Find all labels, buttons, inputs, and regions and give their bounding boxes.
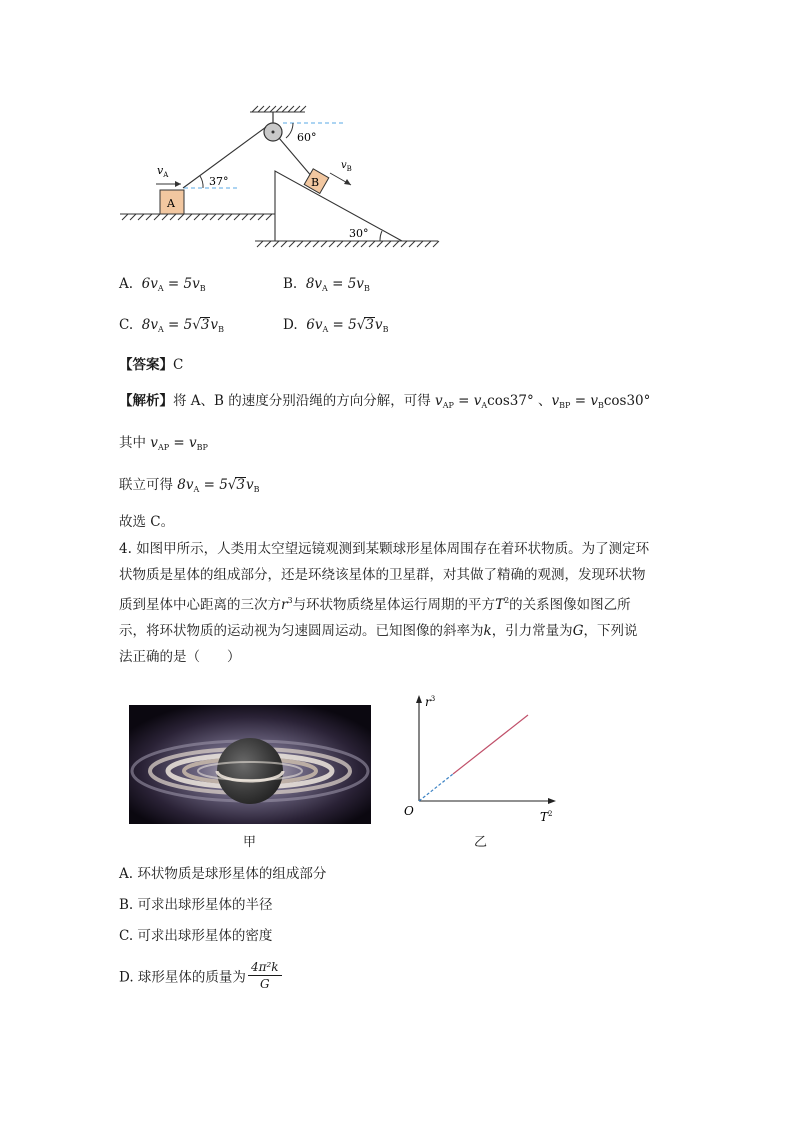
analysis-line-2: 其中 $v_{AP} = v_{BP}$ (119, 435, 208, 452)
question-number: 4. (119, 541, 132, 557)
analysis-line-3: 联立可得 $8v_A = 5√3v_B$ (119, 477, 260, 494)
caption-right: 乙 (474, 835, 488, 850)
vb-label: $v_B$ (341, 160, 352, 173)
analysis-line-1: 【解析】将 A、B 的速度分别沿绳的方向分解，可得 $v_{AP} = v_A\cos 37^\circ$ 、$v_{BP} = v_B\cos 30^\circ$ (119, 393, 651, 410)
inclined-wedge (275, 171, 402, 241)
ringed-planet-image (129, 705, 371, 824)
ground-right (255, 241, 439, 247)
block-a-label: A (167, 197, 175, 210)
analysis-tag: 【解析】 (119, 393, 173, 409)
question-4-stem: 4. 如图甲所示，人类用太空望远镜观测到某颗球形星体周围存在着环状物质。为了测定环 状物质是星体的组成部分，还是环绕该星体的卫星群，对其做了精确的观测，发现环状物 质到星体中心距离的三次方$r^3$与环状物质绕星体运行周期的平方$T^2$的关系图像如图乙所 示，将环状物质的运动视为匀速圆周运动。已知图像的斜率为k，引力常量为G，下列说 法正确的是（ ） (119, 541, 650, 665)
ground-left (120, 214, 275, 220)
q4-option-c[interactable]: C. 可求出球形星体的密度 (119, 928, 273, 944)
option-c[interactable]: C. $8v_A = 5√3v_B$ (119, 317, 224, 334)
pulley-diagram (115, 100, 455, 255)
dashed-extrapolation (419, 774, 453, 801)
q4-option-d[interactable]: D. 球形星体的质量为 $\frac{\text{4π²k}}{G}$ (119, 960, 282, 991)
block-b-label: B (311, 176, 320, 189)
answer-value: C (173, 357, 184, 373)
y-axis-label: $r^3$ (425, 695, 436, 709)
option-b[interactable]: B. $8v_A = 5v_B$ (283, 276, 370, 293)
angle-60-label: 60° (297, 131, 317, 144)
origin-label: O (404, 804, 414, 818)
angle-37-label: 37° (209, 175, 229, 188)
answer-line (119, 353, 183, 373)
r3-t2-graph (400, 690, 565, 830)
planet (217, 738, 283, 804)
analysis-line-4: 故选 C。 (119, 514, 175, 530)
x-axis-label: $T^2$ (540, 810, 553, 824)
ceiling-hatch (250, 106, 306, 112)
answer-tag: 【答案】 (119, 357, 173, 373)
data-line (453, 715, 528, 774)
q4-option-b[interactable]: B. 可求出球形星体的半径 (119, 897, 273, 913)
q4-option-a[interactable]: A. 环状物质是球形星体的组成部分 (119, 866, 327, 882)
va-label: $v_A$ (157, 164, 169, 179)
angle-30-label: 30° (349, 227, 369, 240)
option-a[interactable]: A. $6v_A = 5v_B$ (119, 276, 206, 293)
caption-left: 甲 (243, 835, 257, 850)
option-d[interactable]: D. $6v_A = 5√3v_B$ (283, 317, 389, 334)
